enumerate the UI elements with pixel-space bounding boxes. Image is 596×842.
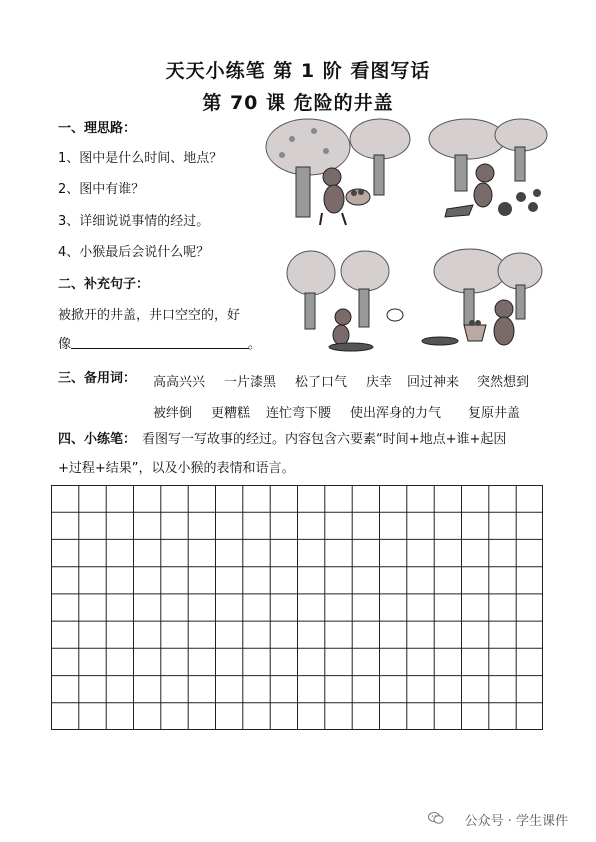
section2-heading: 二、补充句子： (58, 277, 150, 292)
word-item: 庆幸 (366, 375, 393, 390)
section4-text-line2: +过程+结果”，以及小猴的表情和语言。 (58, 461, 295, 476)
word-item: 被绊倒 (153, 406, 193, 421)
watermark-text: 公众号 · 学生课件 (464, 814, 568, 829)
question-4: 4、小猴最后会说什么呢？ (58, 245, 210, 260)
question-1: 1、图中是什么时间、地点？ (58, 151, 223, 166)
section1-heading: 一、理思路： (58, 121, 137, 136)
page-title-line1: 天天小练笔 第 1 阶 看图写话 (165, 60, 431, 82)
word-item: 高高兴兴 (153, 375, 206, 390)
word-item: 更糟糕 (211, 406, 251, 421)
section4-text-line1: 看图写一写故事的经过。内容包含六要素“时间+地点+谁+起因 (142, 432, 507, 447)
sentence-blank[interactable] (71, 348, 249, 349)
sentence-line2-prefix: 像 (58, 337, 72, 352)
section3-heading: 三、备用词： (58, 371, 137, 386)
word-item: 松了口气 (295, 375, 348, 390)
illustration-panel-4 (420, 245, 550, 355)
word-item: 突然想到 (477, 375, 530, 390)
word-item: 一片漆黑 (224, 375, 277, 390)
word-item: 回过神来 (407, 375, 460, 390)
illustration-panel-3 (285, 245, 405, 355)
illustration-panel-2 (425, 117, 550, 227)
word-item: 复原井盖 (468, 406, 521, 421)
writing-grid[interactable] (51, 485, 543, 730)
page-title-line2: 第 70 课 危险的井盖 (202, 92, 394, 114)
question-3: 3、详细说说事情的经过。 (58, 214, 210, 229)
sentence-line1: 被掀开的井盖，井口空空的，好 (58, 308, 241, 323)
section4-heading: 四、小练笔： (58, 432, 137, 447)
illustration-panel-1 (262, 117, 412, 227)
word-item: 使出浑身的力气 (350, 406, 442, 421)
wechat-icon (428, 811, 444, 825)
sentence-line2-suffix: 。 (248, 337, 262, 352)
word-item: 连忙弯下腰 (266, 406, 332, 421)
question-2: 2、图中有谁？ (58, 182, 145, 197)
